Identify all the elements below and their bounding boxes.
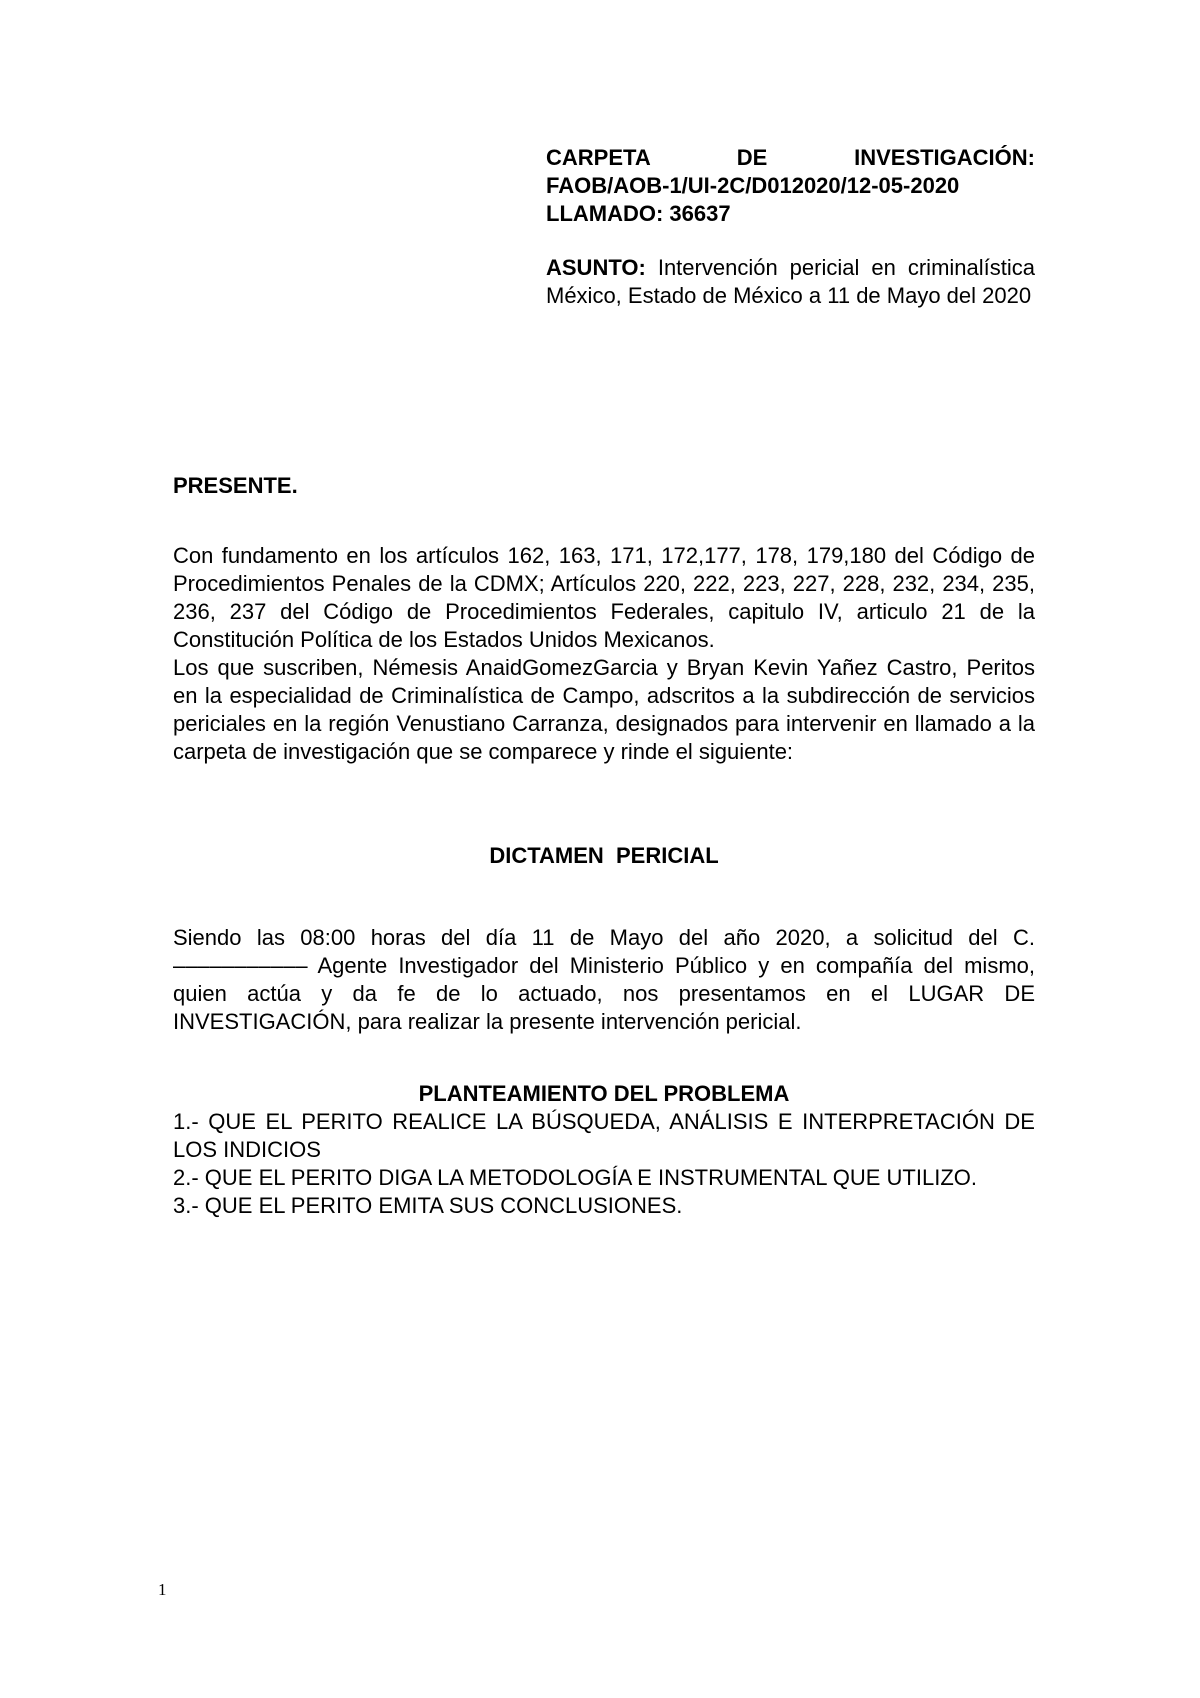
page-number: 1 [158,1580,167,1599]
fundamento-paragraph: Con fundamento en los artículos 162, 163, 171, 172,177, 178, 179,180 del Código de Procedimientos Penales de la CDMX; Artículos 220, 222, 223, 227, 228, 232, 234, 235, 236, 237 del Código de Procedimientos Federales, capitulo IV, articulo 21 de la Constitución Política de los Estados Unidos Mexicanos. [173,543,1035,652]
siendo-paragraph: Siendo las 08:00 horas del día 11 de Mayo del año 2020, a solicitud del C. ––––––––––– Agente Investigador del Ministerio Público y en compañía del mismo, quien actúa y da fe de lo actuado, nos presentamos en el LUGAR DE INVESTIGACIÓN, para realizar la presente intervención pericial. [173,925,1035,1034]
siendo-section [173,924,1035,1036]
asunto-label: ASUNTO: [546,255,646,280]
fundamento-section [173,542,1035,766]
planteamiento-title: PLANTEAMIENTO DEL PROBLEMA [418,1081,790,1106]
llamado-number: LLAMADO: 36637 [546,201,731,226]
carpeta-number: FAOB/AOB-1/UI-2C/D012020/12-05-2020 [546,173,960,198]
asunto-text: Intervención pericial en criminalística México, Estado de México a 11 de Mayo del 2020 [546,255,1035,308]
problem-item: 3.- QUE EL PERITO EMITA SUS CONCLUSIONES. [173,1193,683,1218]
case-header [546,144,1035,228]
problem-item: 1.- QUE EL PERITO REALICE LA BÚSQUEDA, ANÁLISIS E INTERPRETACIÓN DE LOS INDICIOS [173,1109,1035,1162]
carpeta-label: CARPETA DE INVESTIGACIÓN: [546,145,1035,170]
dictamen-title: DICTAMEN PERICIAL [489,843,719,868]
presente-heading: PRESENTE. [173,473,298,498]
problem-item: 2.- QUE EL PERITO DIGA LA METODOLOGÍA E INSTRUMENTAL QUE UTILIZO. [173,1165,977,1190]
suscriben-paragraph: Los que suscriben, Némesis AnaidGomezGarcia y Bryan Kevin Yañez Castro, Peritos en la especialidad de Criminalística de Campo, adscritos a la subdirección de servicios periciales en la región Venustiano Carranza, designados para intervenir en llamado a la carpeta de investigación que se comparece y rinde el siguiente: [173,655,1035,764]
asunto-block [546,254,1035,310]
problem-list [173,1108,1035,1220]
